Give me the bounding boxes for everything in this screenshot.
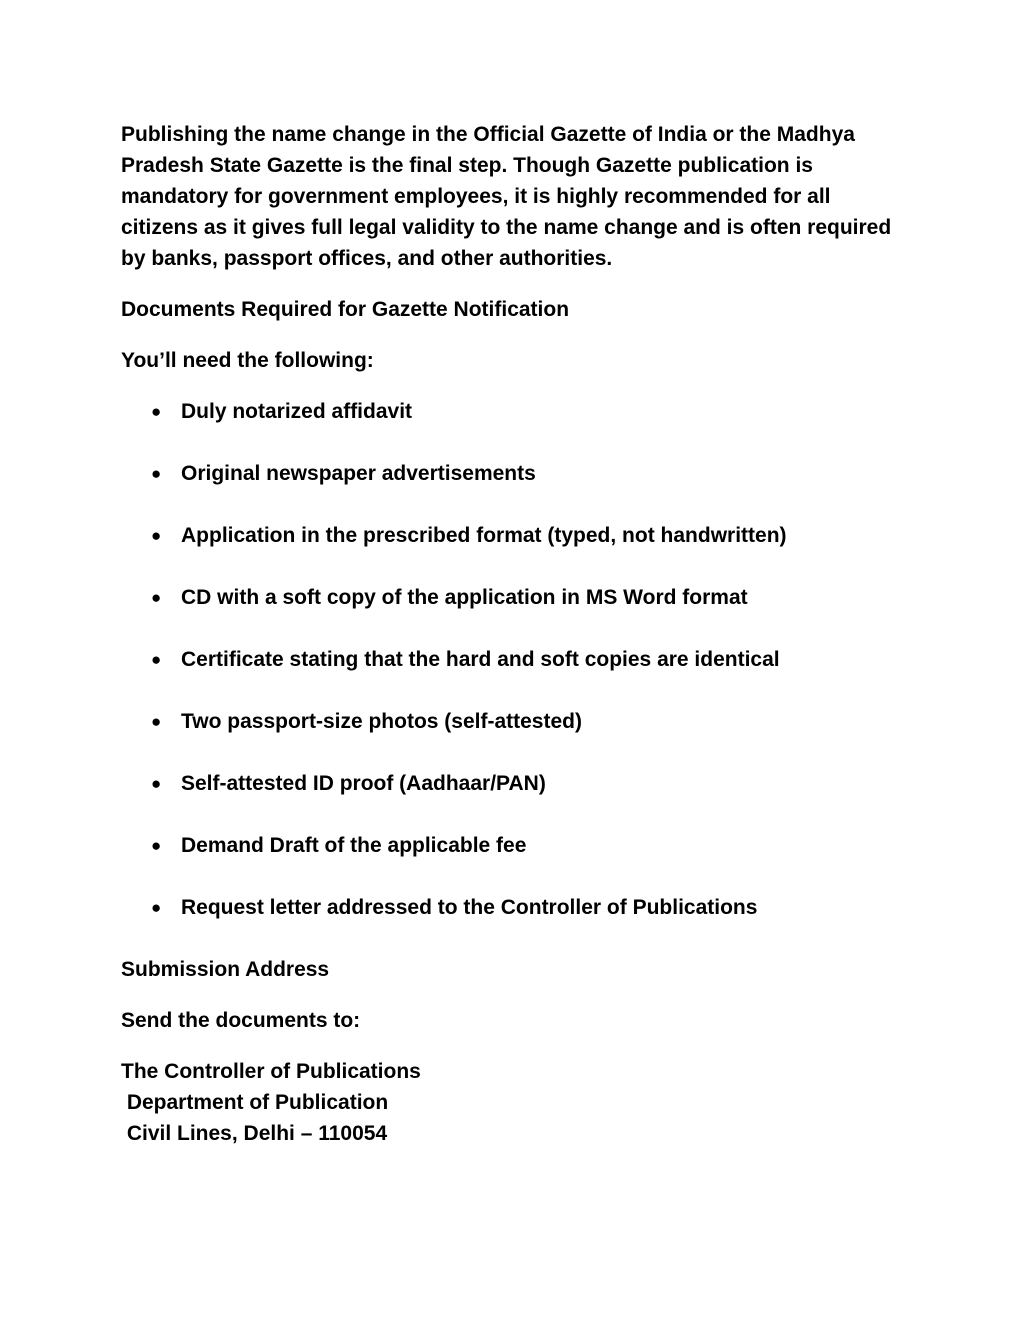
list-item	[121, 892, 901, 923]
bullet-icon: ●	[151, 774, 162, 793]
list-item	[121, 644, 901, 675]
bullet-icon: ●	[151, 588, 162, 607]
list-item-text: Two passport-size photos (self-attested)	[181, 710, 582, 733]
submission-address	[121, 1056, 901, 1149]
list-item	[121, 458, 901, 489]
list-item-text: CD with a soft copy of the application in MS Word format	[181, 586, 748, 609]
list-item-text: Certificate stating that the hard and soft copies are identical	[181, 648, 780, 671]
list-item	[121, 520, 901, 551]
intro-paragraph: Publishing the name change in the Official Gazette of India or the Madhya Pradesh State Gazette is the final step. Though Gazette publication is mandatory for government employees, it is highly recommended for all citizens as it gives full legal validity to the name change and is often required by banks, passport offices, and other authorities.	[121, 123, 892, 270]
documents-lead: You’ll need the following:	[121, 349, 374, 372]
submission-lead: Send the documents to:	[121, 1009, 361, 1032]
bullet-icon: ●	[151, 898, 162, 917]
address-line-location: Civil Lines, Delhi – 110054	[121, 1122, 388, 1145]
bullet-icon: ●	[151, 836, 162, 855]
list-item-text: Self-attested ID proof (Aadhaar/PAN)	[181, 772, 546, 795]
address-line-department: Department of Publication	[121, 1091, 389, 1114]
list-item	[121, 396, 901, 427]
list-item-text: Request letter addressed to the Controller of Publications	[181, 896, 758, 919]
bullet-icon: ●	[151, 712, 162, 731]
list-item	[121, 706, 901, 737]
list-item	[121, 830, 901, 861]
bullet-icon: ●	[151, 402, 162, 421]
list-item	[121, 582, 901, 613]
bullet-icon: ●	[151, 464, 162, 483]
bullet-icon: ●	[151, 650, 162, 669]
documents-heading: Documents Required for Gazette Notification	[121, 298, 570, 321]
list-item-text: Duly notarized affidavit	[181, 400, 413, 423]
document-page	[121, 119, 901, 1149]
submission-heading: Submission Address	[121, 958, 330, 981]
list-item-text: Original newspaper advertisements	[181, 462, 536, 485]
list-item	[121, 768, 901, 799]
bullet-icon: ●	[151, 526, 162, 545]
documents-list	[121, 396, 901, 923]
address-line-recipient: The Controller of Publications	[121, 1060, 421, 1083]
list-item-text: Application in the prescribed format (typed, not handwritten)	[181, 524, 787, 547]
list-item-text: Demand Draft of the applicable fee	[181, 834, 527, 857]
